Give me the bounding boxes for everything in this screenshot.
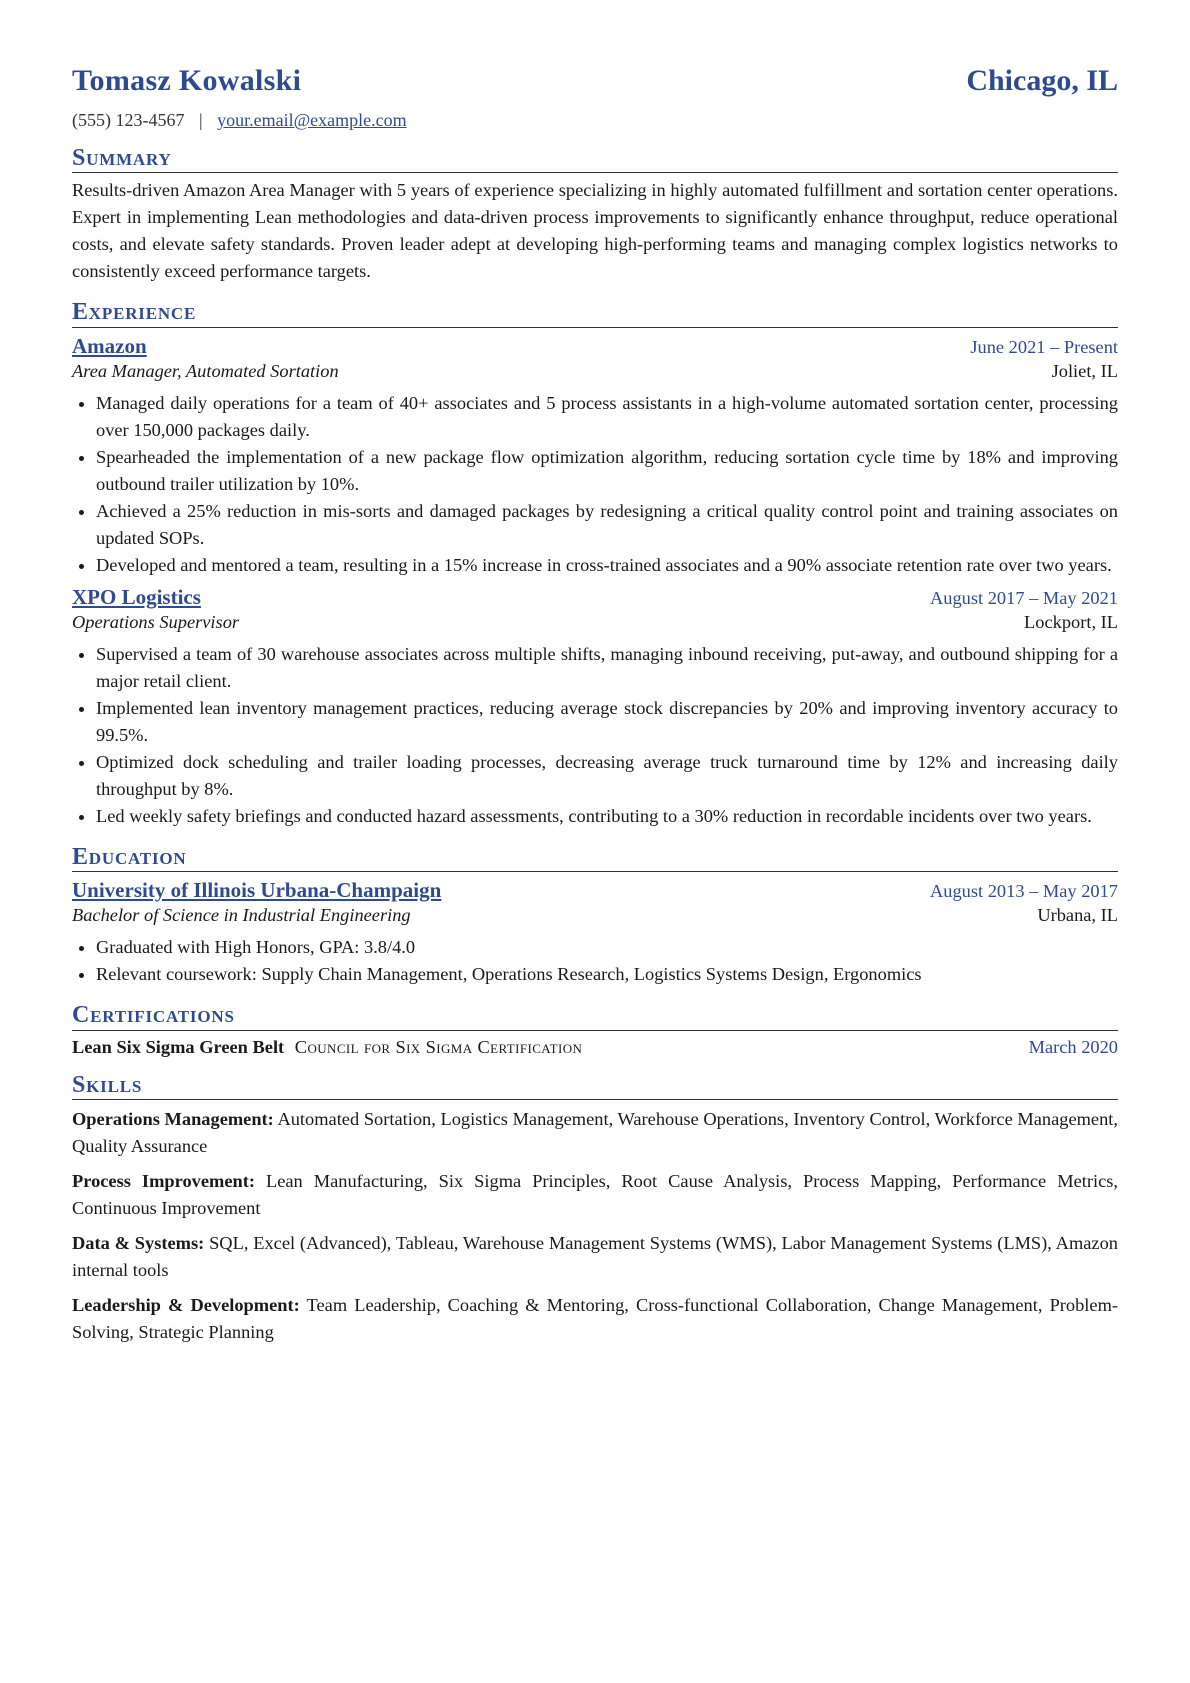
experience-entry: [72, 585, 1118, 830]
email-link[interactable]: your.email@example.com: [217, 110, 407, 130]
skill-group-label: Operations Management:: [72, 1108, 274, 1129]
skill-group-label: Process Improvement:: [72, 1170, 255, 1191]
section-title-experience: Experience: [72, 299, 1118, 327]
school-link[interactable]: University of Illinois Urbana-Champaign: [72, 878, 442, 903]
job-title: Area Manager, Automated Sortation: [72, 360, 339, 381]
experience-section: [72, 299, 1118, 829]
job-location: Lockport, IL: [1024, 611, 1118, 632]
skill-group-items: Automated Sortation, Logistics Management, Warehouse Operations, Inventory Control, Workforce Management, Quality Assurance: [72, 1108, 1118, 1156]
job-location: Joliet, IL: [1051, 360, 1118, 381]
education-detail-item: • Graduated with High Honors, GPA: 3.8/4.0: [96, 934, 1118, 961]
achievement-list: [72, 390, 1118, 579]
skill-group: [72, 1168, 1118, 1222]
certifications-section: [72, 1002, 1118, 1057]
candidate-name: Tomasz Kowalski: [72, 64, 302, 97]
education-detail-item: • Relevant coursework: Supply Chain Management, Operations Research, Logistics Systems Design, Ergonomics: [96, 961, 1118, 988]
skill-group-items: Team Leadership, Coaching & Mentoring, Cross-functional Collaboration, Change Management, Problem-Solving, Strategic Planning: [72, 1294, 1119, 1342]
candidate-city: Chicago, IL: [966, 64, 1118, 97]
achievement-item: • Implemented lean inventory management practices, reducing average stock discrepancies by 20% and improving inventory accuracy to 99.5%.: [96, 695, 1118, 749]
section-title-skills: Skills: [72, 1072, 1118, 1100]
certification-issuer: Council for Six Sigma Certification: [294, 1036, 583, 1057]
achievement-item: • Led weekly safety briefings and conducted hazard assessments, contributing to a 30% reduction in recordable incidents over two years.: [96, 803, 1118, 830]
education-entry: [72, 878, 1118, 988]
skill-group-label: Leadership & Development:: [72, 1294, 300, 1315]
skill-group: [72, 1106, 1118, 1160]
section-title-education: Education: [72, 844, 1118, 872]
experience-entry: [72, 334, 1118, 579]
achievement-item: • Developed and mentored a team, resulting in a 15% increase in cross-trained associates and a 90% associate retention rate over two years.: [96, 552, 1118, 579]
achievement-item: • Spearheaded the implementation of a new package flow optimization algorithm, reducing sortation cycle time by 18% and improving outbound trailer utilization by 10%.: [96, 444, 1118, 498]
skill-group: [72, 1292, 1118, 1346]
education-section: [72, 844, 1118, 988]
employment-dates: June 2021 – Present: [970, 336, 1118, 357]
degree: Bachelor of Science in Industrial Engineering: [72, 905, 411, 926]
certification-date: March 2020: [1028, 1036, 1118, 1057]
skill-group-label: Data & Systems:: [72, 1232, 205, 1253]
resume-header: [72, 64, 1118, 98]
education-details-list: [72, 934, 1118, 988]
contact-separator: |: [198, 110, 203, 130]
section-title-certifications: Certifications: [72, 1002, 1118, 1030]
phone-number: (555) 123-4567: [72, 110, 185, 130]
school-location: Urbana, IL: [1037, 905, 1118, 926]
employment-dates: August 2017 – May 2021: [930, 587, 1118, 608]
certification-item: [72, 1037, 1118, 1058]
achievement-item: • Optimized dock scheduling and trailer loading processes, decreasing average truck turnaround time by 12% and increasing daily throughput by 8%.: [96, 749, 1118, 803]
achievement-item: • Managed daily operations for a team of 40+ associates and 5 process assistants in a high-volume automated sortation center, processing over 150,000 packages daily.: [96, 390, 1118, 444]
study-dates: August 2013 – May 2017: [930, 881, 1118, 902]
summary-section: [72, 145, 1118, 285]
achievement-list: [72, 641, 1118, 830]
skill-group-items: SQL, Excel (Advanced), Tableau, Warehouse Management Systems (WMS), Labor Management Systems (LMS), Amazon internal tools: [72, 1232, 1118, 1280]
employer-link[interactable]: Amazon: [72, 333, 147, 358]
contact-line: [72, 110, 1118, 131]
skills-section: [72, 1072, 1118, 1346]
skill-group: [72, 1230, 1118, 1284]
section-title-summary: Summary: [72, 145, 1118, 173]
job-title: Operations Supervisor: [72, 611, 240, 632]
certification-name: Lean Six Sigma Green Belt: [72, 1036, 285, 1057]
summary-text: Results-driven Amazon Area Manager with 5 years of experience specializing in highly automated fulfillment and sortation center operations. Expert in implementing Lean methodologies and data-driven process improvements to significantly enhance throughput, reduce operational costs, and elevate safety standards. Proven leader adept at developing high-performing teams and managing complex logistics networks to consistently exceed performance targets.: [72, 180, 1118, 282]
skill-group-items: Lean Manufacturing, Six Sigma Principles, Root Cause Analysis, Process Mapping, Performance Metrics, Continuous Improvement: [72, 1170, 1118, 1218]
achievement-item: • Supervised a team of 30 warehouse associates across multiple shifts, managing inbound receiving, put-away, and outbound shipping for a major retail client.: [96, 641, 1118, 695]
employer-link[interactable]: XPO Logistics: [72, 584, 201, 609]
achievement-item: • Achieved a 25% reduction in mis-sorts and damaged packages by redesigning a critical quality control point and training associates on updated SOPs.: [96, 498, 1118, 552]
